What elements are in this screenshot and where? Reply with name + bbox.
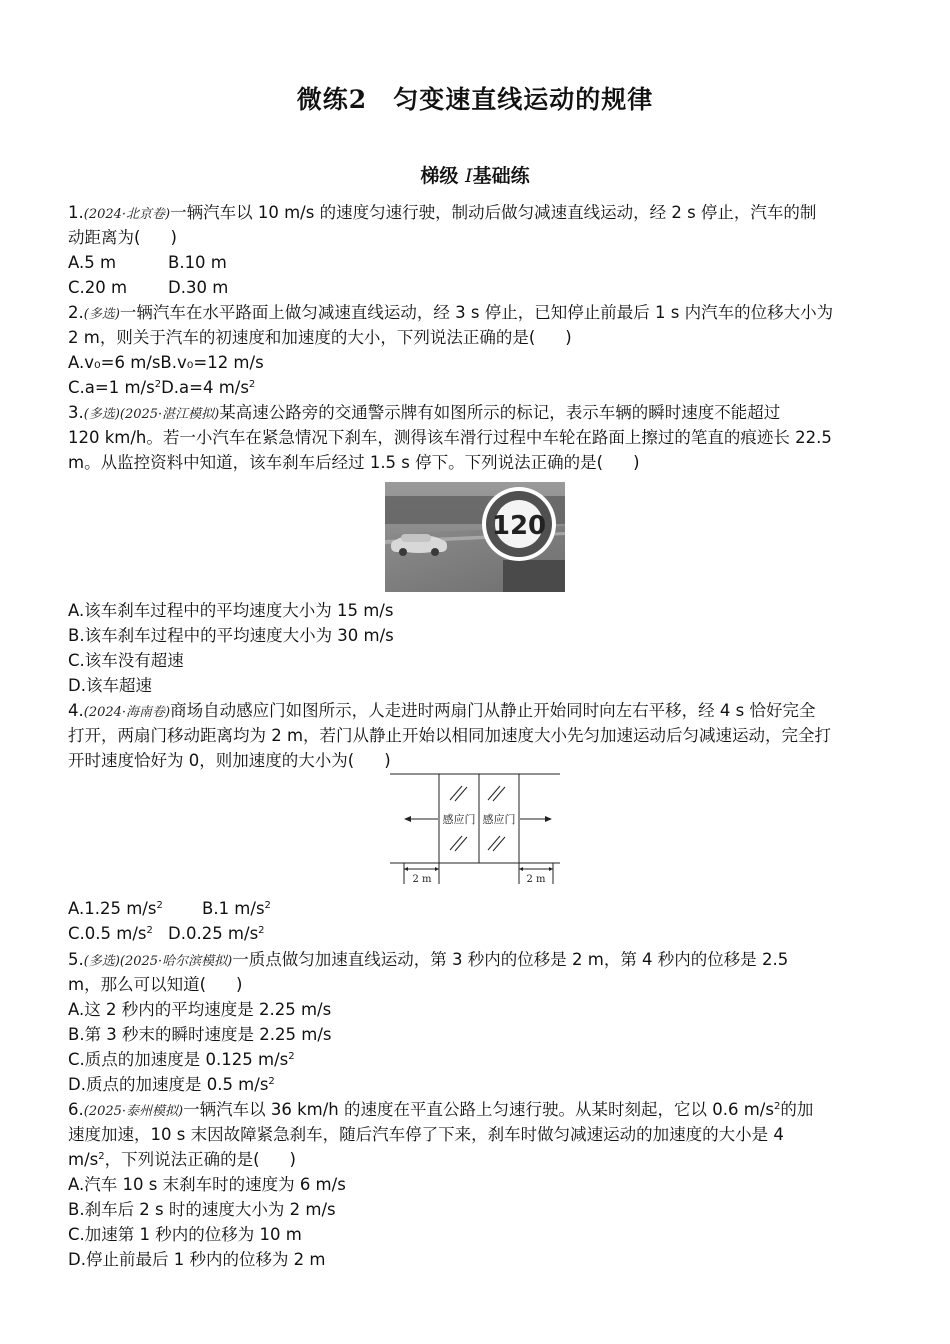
q3-option-b: B.该车刹车过程中的平均速度大小为 30 m/s [68, 626, 394, 645]
left-arrow-icon [404, 816, 411, 822]
q5-option-a: A.这 2 秒内的平均速度是 2.25 m/s [68, 1000, 332, 1019]
q3-source: (多选)(2025·湛江模拟) [83, 407, 220, 422]
section-name: 基础练 [472, 165, 530, 187]
q5-option-b: B.第 3 秒末的瞬时速度是 2.25 m/s [68, 1025, 332, 1044]
q6-option-a: A.汽车 10 s 末刹车时的速度为 6 m/s [68, 1175, 346, 1194]
q2-option-c-exponent: 2 [154, 379, 162, 390]
title-main: 微练2 [296, 85, 368, 114]
q4-source: (2024·海南卷) [83, 705, 171, 720]
q5-number: 5. [68, 950, 84, 969]
q4-option-a-exponent: 2 [156, 900, 163, 911]
q3-stem-line2 [68, 425, 832, 450]
section-prefix: 梯级 [420, 165, 459, 187]
q6-stem-line3 [68, 1147, 296, 1172]
q6-text1b: 的加 [780, 1100, 814, 1119]
q1-stem-line1 [68, 200, 816, 227]
q5-option-d-row [68, 1072, 275, 1097]
page-title [0, 80, 950, 116]
q1-option-c: C.20 m [68, 278, 128, 297]
dim-right-arrow-r [549, 867, 553, 871]
q5-option-d-exponent: 2 [268, 1076, 275, 1087]
auto-door-diagram [388, 770, 563, 888]
q4-stem-line3 [68, 748, 391, 773]
section-heading [0, 161, 950, 188]
dim-left-arrow-r [435, 867, 439, 871]
q3-text3: m。从监控资料中知道，该车刹车后经过 1.5 s 停下。下列说法正确的是( [68, 453, 604, 472]
q4-option-c-exponent: 2 [146, 925, 153, 936]
q1-number: 1. [68, 203, 84, 222]
q3-stem-line3 [68, 450, 640, 475]
dim-left-label: 2 m [412, 874, 432, 885]
speed-limit-photo [385, 482, 565, 592]
sign-speed-text: 120 [491, 511, 547, 541]
q5-close: ) [236, 975, 243, 994]
q2-close: ) [565, 328, 572, 347]
q4-option-a: A.1.25 m/s [68, 899, 157, 918]
q3-option-c: C.该车没有超速 [68, 651, 184, 670]
q1-close: ) [170, 228, 177, 247]
q3-close: ) [633, 453, 640, 472]
q6-number: 6. [68, 1100, 84, 1119]
q1-source: (2024·北京卷) [83, 207, 171, 222]
q3-option-a: A.该车刹车过程中的平均速度大小为 15 m/s [68, 601, 394, 620]
q3-number: 3. [68, 403, 84, 422]
q4-close: ) [384, 751, 391, 770]
q2-number: 2. [68, 303, 84, 322]
q6-text2: 速度加速，10 s 末因故障紧急刹车，随后汽车停了下来，刹车时做匀减速运动的加速度的大小是 4 [68, 1125, 784, 1144]
dim-right-label: 2 m [526, 874, 546, 885]
q2-option-a: A.v₀=6 m/s [68, 353, 161, 372]
q4-option-b-exponent: 2 [264, 900, 271, 911]
q2-option-c: C.a=1 m/s [68, 378, 155, 397]
q6-text3b: ，下列说法正确的是( [104, 1150, 260, 1169]
dim-right-arrow-l [519, 867, 523, 871]
q1-options-row2 [68, 275, 228, 300]
q2-text2: 2 m，则关于汽车的初速度和加速度的大小，下列说法正确的是( [68, 328, 536, 347]
q5-source: (多选)(2025·哈尔滨模拟) [83, 954, 233, 969]
q6-option-b: B.刹车后 2 s 时的速度大小为 2 m/s [68, 1200, 336, 1219]
dim-left-arrow-l [404, 867, 408, 871]
q5-stem-line2 [68, 972, 242, 997]
q2-stem-line2 [68, 325, 572, 350]
q1-option-d: D.30 m [168, 278, 229, 297]
q4-text1: 商场自动感应门如图所示，人走进时两扇门从静止开始同时向左右平移，经 4 s 恰好完全 [170, 701, 816, 720]
q4-options-row2 [68, 921, 265, 946]
q2-source: (多选) [83, 307, 120, 322]
q6-text1a: 一辆汽车以 36 km/h 的速度在平直公路上匀速行驶。从某时刻起，它以 0.6 m/s [183, 1100, 774, 1119]
q5-option-c-row [68, 1047, 295, 1072]
q2-stem-line1 [68, 300, 833, 327]
q1-text1: 一辆汽车以 10 m/s 的速度匀速行驶，制动后做匀减速直线运动，经 2 s 停止，汽车的制 [170, 203, 817, 222]
q6-stem-line2 [68, 1122, 784, 1147]
right-arrow-icon [545, 816, 552, 822]
q4-text2: 打开，两扇门移动距离均为 2 m，若门从静止开始以相同加速度大小先匀加速运动后匀减速运动，完全打 [68, 726, 832, 745]
q2-option-d-exponent: 2 [248, 379, 256, 390]
q1-options-row1 [68, 250, 227, 275]
q4-option-d-exponent: 2 [258, 925, 265, 936]
q2-options-row1 [68, 350, 264, 375]
q1-text2: 动距离为( [68, 228, 141, 247]
q4-stem-line1 [68, 698, 815, 725]
q3-text1: 某高速公路旁的交通警示牌有如图所示的标记，表示车辆的瞬时速度不能超过 [219, 403, 781, 422]
q4-option-d: D.0.25 m/s [168, 924, 259, 943]
q5-option-c: C.质点的加速度是 0.125 m/s [68, 1050, 289, 1069]
q1-stem-line2 [68, 225, 177, 250]
title-sub: 匀变速直线运动的规律 [393, 85, 654, 114]
q4-stem-line2 [68, 723, 831, 748]
q6-exponent-2: 2 [98, 1151, 105, 1162]
q3-stem-line1 [68, 400, 780, 427]
section-numeral: Ⅰ [465, 165, 473, 187]
q6-option-c: C.加速第 1 秒内的位移为 10 m [68, 1225, 302, 1244]
q4-options-row1 [68, 896, 271, 921]
q2-options-row2 [68, 375, 255, 400]
q5-option-d: D.质点的加速度是 0.5 m/s [68, 1075, 269, 1094]
q6-exponent-1: 2 [773, 1101, 781, 1112]
q4-option-c: C.0.5 m/s [68, 924, 147, 943]
q1-option-b: B.10 m [168, 253, 227, 272]
q2-text1: 一辆汽车在水平路面上做匀减速直线运动，经 3 s 停止，已知停止前最后 1 s 内汽车的位移大小为 [119, 303, 834, 322]
photo-grass [503, 560, 565, 592]
q6-text3a: m/s [68, 1150, 99, 1169]
q6-stem-line1 [68, 1097, 813, 1124]
q3-text2: 120 km/h。若一小汽车在紧急情况下刹车，测得该车滑行过程中车轮在路面上擦过的笔直的痕迹长 22.5 [68, 428, 832, 447]
q4-text3: 开时速度恰好为 0，则加速度的大小为( [68, 751, 355, 770]
q3-option-d: D.该车超速 [68, 676, 152, 695]
q5-option-c-exponent: 2 [288, 1051, 295, 1062]
q1-option-a: A.5 m [68, 253, 117, 272]
q6-source: (2025·泰州模拟) [83, 1104, 184, 1119]
q5-text2: m，那么可以知道( [68, 975, 207, 994]
q5-stem-line1 [68, 947, 788, 974]
q6-close: ) [289, 1150, 296, 1169]
q2-option-d: D.a=4 m/s [161, 378, 249, 397]
q5-text1: 一质点做匀加速直线运动，第 3 秒内的位移是 2 m，第 4 秒内的位移是 2.5 [232, 950, 789, 969]
q4-number: 4. [68, 701, 84, 720]
q2-option-b: B.v₀=12 m/s [160, 353, 264, 372]
q4-option-b: B.1 m/s [202, 899, 265, 918]
left-door-label: 感应门 [442, 813, 476, 826]
right-door-label: 感应门 [482, 813, 516, 826]
q6-option-d: D.停止前最后 1 秒内的位移为 2 m [68, 1250, 326, 1269]
